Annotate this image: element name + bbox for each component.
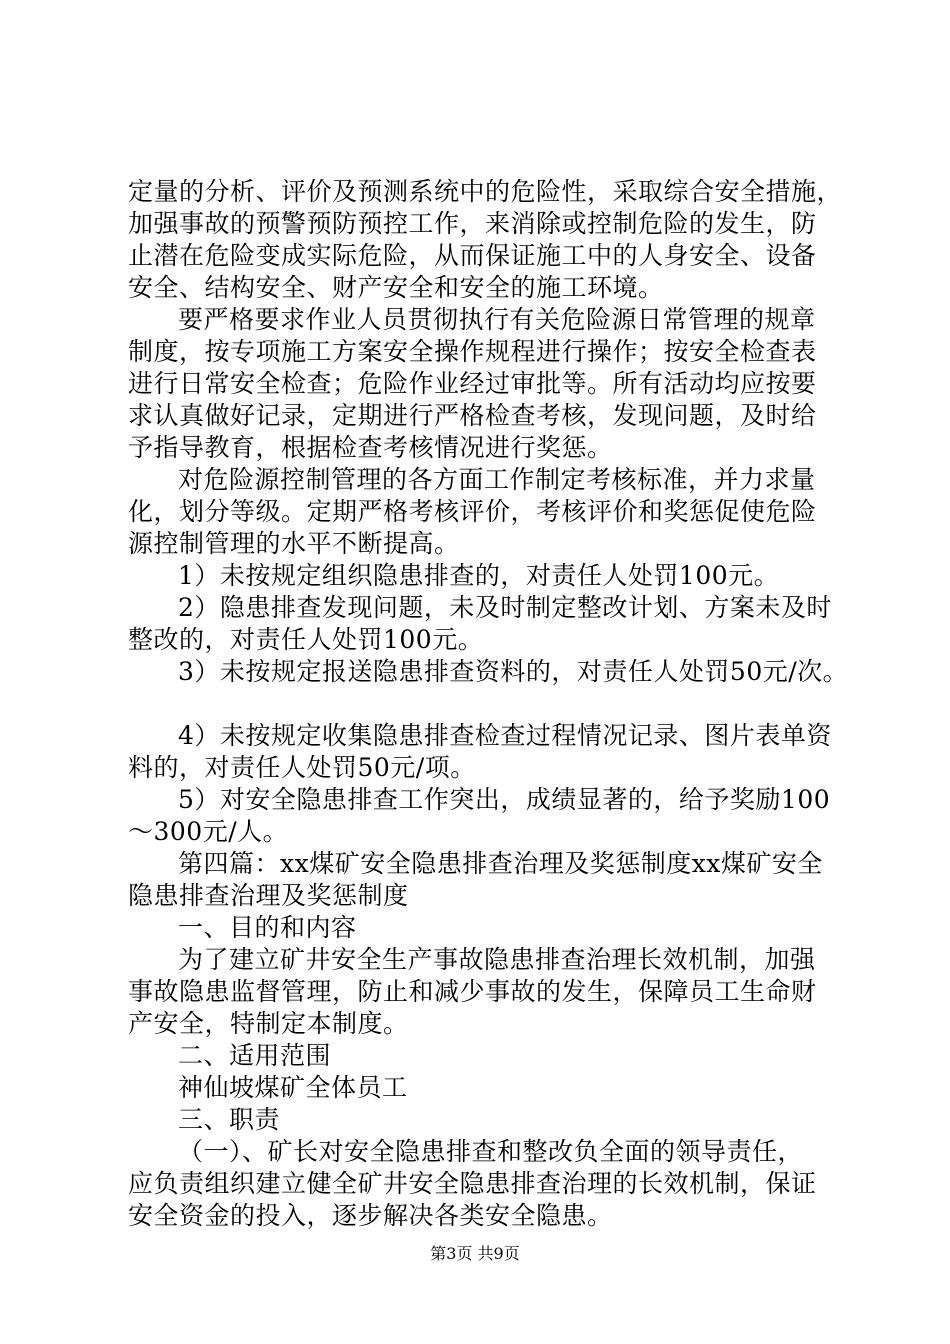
text-line: 安全、结构安全、财产安全和安全的施工环境。 [128,273,664,302]
section-heading: 第四篇：xx煤矿安全隐患排查治理及奖惩制度xx煤矿安全 [178,849,823,878]
list-item: 5）对安全隐患排查工作突出，成绩显著的，给予奖励100 [178,785,831,814]
text-line: 应负责组织建立健全矿井安全隐患排查治理的长效机制，保证 [128,1169,817,1198]
text-line: 产安全，特制定本制度。 [128,1009,409,1038]
section-heading: 二、适用范围 [178,1041,332,1070]
section-heading: 一、目的和内容 [178,913,357,942]
text-line: 源控制管理的水平不断提高。 [128,529,460,558]
text-line: ～300元/人。 [128,817,289,846]
text-line: 整改的，对责任人处罚100元。 [128,625,484,654]
text-line: 制度，按专项施工方案安全操作规程进行操作；按安全检查表 [128,337,817,366]
text-line: 止潜在危险变成实际危险，从而保证施工中的人身安全、设备 [128,241,817,270]
text-line: 隐患排查治理及奖惩制度 [128,881,409,910]
paragraph-start: （一）、矿长对安全隐患排查和整改负全面的领导责任， [178,1137,804,1166]
page-footer: 第3页 共9页 [430,1244,520,1263]
text-line: 求认真做好记录，定期进行严格检查考核，发现问题，及时给 [128,401,817,430]
paragraph-start: 为了建立矿井安全生产事故隐患排查治理长效机制，加强 [178,945,816,974]
list-item: 2）隐患排查发现问题，未及时制定整改计划、方案未及时 [178,593,832,622]
text-line: 神仙坡煤矿全体员工 [178,1073,408,1102]
text-line: 进行日常安全检查；危险作业经过审批等。所有活动均应按要 [128,369,817,398]
text-line: 安全资金的投入，逐步解决各类安全隐患。 [128,1201,613,1230]
text-line: 予指导教育，根据检查考核情况进行奖惩。 [128,433,613,462]
list-item: 3）未按规定报送隐患排查资料的，对责任人处罚50元/次。 [178,657,849,686]
list-item: 4）未按规定收集隐患排查检查过程情况记录、图片表单资 [178,721,832,750]
section-heading: 三、职责 [178,1105,281,1134]
text-line: 料的，对责任人处罚50元/项。 [128,753,476,782]
paragraph-start: 对危险源控制管理的各方面工作制定考核标准，并力求量 [178,465,816,494]
text-line: 事故隐患监督管理，防止和减少事故的发生，保障员工生命财 [128,977,817,1006]
text-line: 加强事故的预警预防预控工作，来消除或控制危险的发生，防 [128,209,817,238]
text-line: 定量的分析、评价及预测系统中的危险性，采取综合安全措施， [128,177,843,206]
text-line: 化，划分等级。定期严格考核评价，考核评价和奖惩促使危险 [128,497,817,526]
paragraph-start: 要严格要求作业人员贯彻执行有关危险源日常管理的规章 [178,305,816,334]
list-item: 1）未按规定组织隐患排查的，对责任人处罚100元。 [178,561,780,590]
